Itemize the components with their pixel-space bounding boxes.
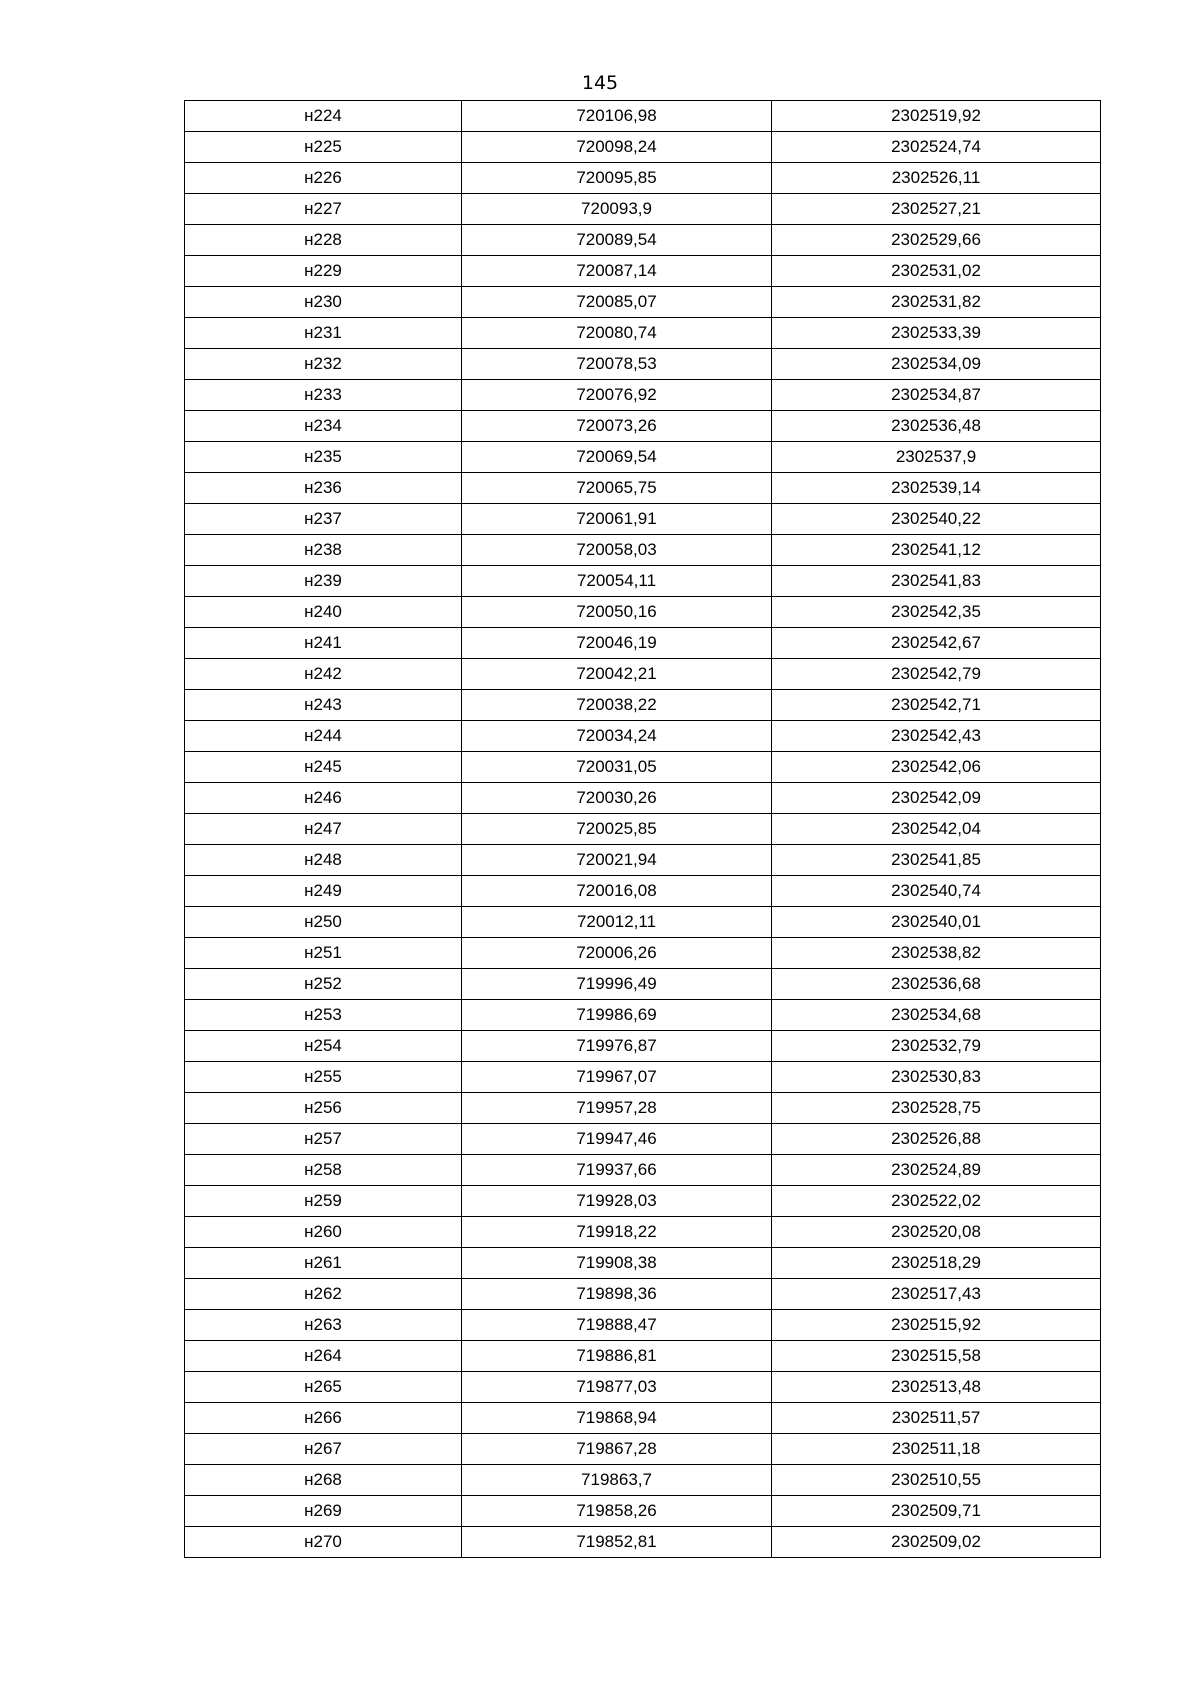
table-row [185,1279,1101,1310]
x-coordinate-cell: 720065,75 [462,473,772,504]
table-row [185,628,1101,659]
table-row [185,194,1101,225]
x-coordinate-cell: 719996,49 [462,969,772,1000]
x-coordinate-cell: 720046,19 [462,628,772,659]
y-coordinate-cell: 2302526,11 [772,163,1101,194]
point-id-cell: н248 [185,845,462,876]
table-row [185,969,1101,1000]
table-row [185,690,1101,721]
y-coordinate-cell: 2302511,57 [772,1403,1101,1434]
table-row [185,163,1101,194]
x-coordinate-cell: 719898,36 [462,1279,772,1310]
x-coordinate-cell: 720031,05 [462,752,772,783]
table-row [185,287,1101,318]
point-id-cell: н259 [185,1186,462,1217]
point-id-cell: н245 [185,752,462,783]
point-id-cell: н251 [185,938,462,969]
x-coordinate-cell: 720078,53 [462,349,772,380]
table-row [185,535,1101,566]
table-row [185,380,1101,411]
x-coordinate-cell: 719888,47 [462,1310,772,1341]
x-coordinate-cell: 719967,07 [462,1062,772,1093]
point-id-cell: н240 [185,597,462,628]
point-id-cell: н250 [185,907,462,938]
x-coordinate-cell: 719852,81 [462,1527,772,1558]
table-row [185,721,1101,752]
y-coordinate-cell: 2302524,74 [772,132,1101,163]
table-row [185,597,1101,628]
y-coordinate-cell: 2302530,83 [772,1062,1101,1093]
x-coordinate-cell: 720006,26 [462,938,772,969]
x-coordinate-cell: 720054,11 [462,566,772,597]
point-id-cell: н243 [185,690,462,721]
x-coordinate-cell: 720042,21 [462,659,772,690]
x-coordinate-cell: 720061,91 [462,504,772,535]
table-row [185,752,1101,783]
y-coordinate-cell: 2302542,06 [772,752,1101,783]
table-row [185,1496,1101,1527]
y-coordinate-cell: 2302513,48 [772,1372,1101,1403]
y-coordinate-cell: 2302541,83 [772,566,1101,597]
point-id-cell: н237 [185,504,462,535]
table-row [185,1217,1101,1248]
y-coordinate-cell: 2302529,66 [772,225,1101,256]
x-coordinate-cell: 720050,16 [462,597,772,628]
table-row [185,1372,1101,1403]
y-coordinate-cell: 2302531,82 [772,287,1101,318]
y-coordinate-cell: 2302542,09 [772,783,1101,814]
x-coordinate-cell: 719877,03 [462,1372,772,1403]
y-coordinate-cell: 2302528,75 [772,1093,1101,1124]
table-row [185,1341,1101,1372]
point-id-cell: н256 [185,1093,462,1124]
point-id-cell: н249 [185,876,462,907]
x-coordinate-cell: 720034,24 [462,721,772,752]
x-coordinate-cell: 719986,69 [462,1000,772,1031]
x-coordinate-cell: 719918,22 [462,1217,772,1248]
x-coordinate-cell: 720025,85 [462,814,772,845]
x-coordinate-cell: 719863,7 [462,1465,772,1496]
point-id-cell: н239 [185,566,462,597]
point-id-cell: н258 [185,1155,462,1186]
table-row [185,566,1101,597]
y-coordinate-cell: 2302519,92 [772,101,1101,132]
y-coordinate-cell: 2302536,68 [772,969,1101,1000]
x-coordinate-cell: 720016,08 [462,876,772,907]
y-coordinate-cell: 2302541,85 [772,845,1101,876]
table-row [185,473,1101,504]
point-id-cell: н269 [185,1496,462,1527]
point-id-cell: н224 [185,101,462,132]
y-coordinate-cell: 2302509,02 [772,1527,1101,1558]
y-coordinate-cell: 2302537,9 [772,442,1101,473]
table-row [185,1527,1101,1558]
x-coordinate-cell: 720073,26 [462,411,772,442]
x-coordinate-cell: 720069,54 [462,442,772,473]
point-id-cell: н225 [185,132,462,163]
x-coordinate-cell: 719886,81 [462,1341,772,1372]
x-coordinate-cell: 719868,94 [462,1403,772,1434]
y-coordinate-cell: 2302533,39 [772,318,1101,349]
point-id-cell: н265 [185,1372,462,1403]
point-id-cell: н231 [185,318,462,349]
x-coordinate-cell: 719957,28 [462,1093,772,1124]
y-coordinate-cell: 2302541,12 [772,535,1101,566]
point-id-cell: н252 [185,969,462,1000]
table-row [185,349,1101,380]
table-row [185,659,1101,690]
x-coordinate-cell: 720012,11 [462,907,772,938]
x-coordinate-cell: 720098,24 [462,132,772,163]
table-row [185,1155,1101,1186]
x-coordinate-cell: 719867,28 [462,1434,772,1465]
point-id-cell: н253 [185,1000,462,1031]
x-coordinate-cell: 720021,94 [462,845,772,876]
table-row [185,1403,1101,1434]
y-coordinate-cell: 2302510,55 [772,1465,1101,1496]
page-number: 145 [581,72,619,94]
y-coordinate-cell: 2302522,02 [772,1186,1101,1217]
y-coordinate-cell: 2302527,21 [772,194,1101,225]
table-row [185,814,1101,845]
y-coordinate-cell: 2302534,09 [772,349,1101,380]
table-row [185,907,1101,938]
point-id-cell: н246 [185,783,462,814]
y-coordinate-cell: 2302542,79 [772,659,1101,690]
x-coordinate-cell: 720058,03 [462,535,772,566]
table-row [185,504,1101,535]
y-coordinate-cell: 2302542,43 [772,721,1101,752]
y-coordinate-cell: 2302534,87 [772,380,1101,411]
point-id-cell: н268 [185,1465,462,1496]
table-row [185,101,1101,132]
point-id-cell: н257 [185,1124,462,1155]
table-row [185,256,1101,287]
table-row [185,1093,1101,1124]
point-id-cell: н236 [185,473,462,504]
table-row [185,442,1101,473]
point-id-cell: н264 [185,1341,462,1372]
point-id-cell: н226 [185,163,462,194]
x-coordinate-cell: 719937,66 [462,1155,772,1186]
x-coordinate-cell: 720085,07 [462,287,772,318]
x-coordinate-cell: 719947,46 [462,1124,772,1155]
y-coordinate-cell: 2302540,01 [772,907,1101,938]
y-coordinate-cell: 2302542,71 [772,690,1101,721]
point-id-cell: н230 [185,287,462,318]
point-id-cell: н233 [185,380,462,411]
x-coordinate-cell: 720093,9 [462,194,772,225]
point-id-cell: н254 [185,1031,462,1062]
table-row [185,318,1101,349]
y-coordinate-cell: 2302524,89 [772,1155,1101,1186]
y-coordinate-cell: 2302540,74 [772,876,1101,907]
y-coordinate-cell: 2302518,29 [772,1248,1101,1279]
x-coordinate-cell: 720087,14 [462,256,772,287]
point-id-cell: н229 [185,256,462,287]
y-coordinate-cell: 2302515,58 [772,1341,1101,1372]
table-row [185,1310,1101,1341]
y-coordinate-cell: 2302540,22 [772,504,1101,535]
point-id-cell: н263 [185,1310,462,1341]
point-id-cell: н235 [185,442,462,473]
point-id-cell: н228 [185,225,462,256]
y-coordinate-cell: 2302517,43 [772,1279,1101,1310]
point-id-cell: н234 [185,411,462,442]
x-coordinate-cell: 720076,92 [462,380,772,411]
point-id-cell: н255 [185,1062,462,1093]
table-row [185,1124,1101,1155]
y-coordinate-cell: 2302526,88 [772,1124,1101,1155]
table-row [185,1062,1101,1093]
table-row [185,1186,1101,1217]
point-id-cell: н270 [185,1527,462,1558]
point-id-cell: н267 [185,1434,462,1465]
y-coordinate-cell: 2302515,92 [772,1310,1101,1341]
y-coordinate-cell: 2302542,04 [772,814,1101,845]
table-row [185,876,1101,907]
y-coordinate-cell: 2302542,67 [772,628,1101,659]
y-coordinate-cell: 2302531,02 [772,256,1101,287]
table-row [185,783,1101,814]
y-coordinate-cell: 2302542,35 [772,597,1101,628]
table-row [185,132,1101,163]
table-row [185,1248,1101,1279]
x-coordinate-cell: 720095,85 [462,163,772,194]
coordinates-table [184,100,1101,1558]
table-row [185,845,1101,876]
table-row [185,938,1101,969]
point-id-cell: н227 [185,194,462,225]
y-coordinate-cell: 2302532,79 [772,1031,1101,1062]
point-id-cell: н241 [185,628,462,659]
table-row [185,1000,1101,1031]
point-id-cell: н244 [185,721,462,752]
table-row [185,1465,1101,1496]
x-coordinate-cell: 720089,54 [462,225,772,256]
x-coordinate-cell: 719976,87 [462,1031,772,1062]
x-coordinate-cell: 720038,22 [462,690,772,721]
x-coordinate-cell: 720030,26 [462,783,772,814]
x-coordinate-cell: 719928,03 [462,1186,772,1217]
x-coordinate-cell: 720106,98 [462,101,772,132]
point-id-cell: н266 [185,1403,462,1434]
x-coordinate-cell: 719858,26 [462,1496,772,1527]
table-row [185,225,1101,256]
point-id-cell: н242 [185,659,462,690]
table-body [185,101,1101,1558]
x-coordinate-cell: 719908,38 [462,1248,772,1279]
y-coordinate-cell: 2302509,71 [772,1496,1101,1527]
point-id-cell: н238 [185,535,462,566]
point-id-cell: н262 [185,1279,462,1310]
y-coordinate-cell: 2302520,08 [772,1217,1101,1248]
point-id-cell: н260 [185,1217,462,1248]
table-row [185,1031,1101,1062]
y-coordinate-cell: 2302536,48 [772,411,1101,442]
y-coordinate-cell: 2302511,18 [772,1434,1101,1465]
y-coordinate-cell: 2302539,14 [772,473,1101,504]
point-id-cell: н261 [185,1248,462,1279]
y-coordinate-cell: 2302534,68 [772,1000,1101,1031]
table-row [185,411,1101,442]
x-coordinate-cell: 720080,74 [462,318,772,349]
table-row [185,1434,1101,1465]
point-id-cell: н232 [185,349,462,380]
y-coordinate-cell: 2302538,82 [772,938,1101,969]
point-id-cell: н247 [185,814,462,845]
